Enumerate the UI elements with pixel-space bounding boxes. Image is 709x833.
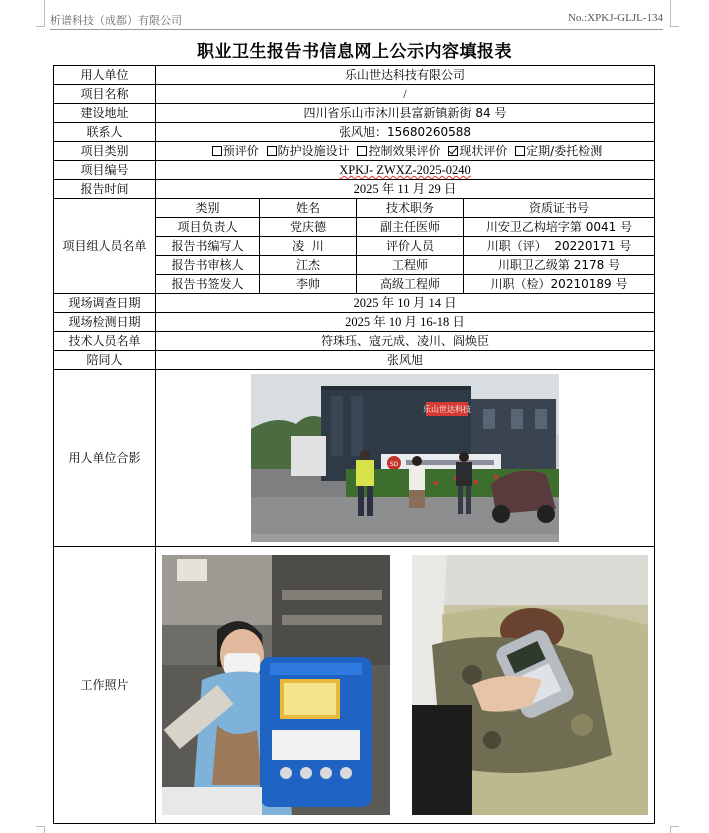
category-option-design[interactable]: 防护设施设计: [263, 144, 350, 158]
work-photo-1: [162, 555, 390, 815]
team-cell: 党庆德: [260, 218, 357, 237]
team-cell: 川职卫乙级第 2178 号: [464, 256, 655, 275]
row-survey-date: [54, 294, 655, 313]
team-cell: 凌 川: [260, 237, 357, 256]
page-corner-mark: [36, 0, 45, 27]
page-corner-mark: [36, 826, 45, 833]
checkbox-icon[interactable]: [515, 146, 525, 156]
team-header-row: [54, 199, 655, 218]
category-option-control[interactable]: 控制效果评价: [353, 144, 440, 158]
team-cell: 报告书审核人: [156, 256, 260, 275]
page-corner-mark: [670, 0, 679, 27]
row-test-date: [54, 313, 655, 332]
project-name-value: /: [156, 85, 655, 104]
unit-value: 乐山世达科技有限公司: [156, 66, 655, 85]
work-photos: [156, 555, 654, 815]
team-label: 项目组人员名单: [54, 199, 156, 294]
row-unit: [54, 66, 655, 85]
tech-staff-label: 技术人员名单: [54, 332, 156, 351]
checkbox-icon[interactable]: [212, 146, 222, 156]
team-cell: 项目负责人: [156, 218, 260, 237]
checkbox-icon[interactable]: [267, 146, 277, 156]
team-header-cell: 姓名: [260, 199, 357, 218]
team-cell: 报告书签发人: [156, 275, 260, 294]
group-photo-image: [251, 374, 559, 542]
tech-staff-value: 符珠珏、寇元成、凌川、阎焕臣: [156, 332, 655, 351]
test-date-label: 现场检测日期: [54, 313, 156, 332]
team-cell: 川职（检）20210189 号: [464, 275, 655, 294]
row-project-number: [54, 161, 655, 180]
category-option-periodic[interactable]: 定期/委托检测: [511, 144, 602, 158]
project-number-label: 项目编号: [54, 161, 156, 180]
group-photo: [251, 374, 559, 542]
row-work-photos: [54, 547, 655, 824]
escort-label: 陪同人: [54, 351, 156, 370]
row-tech-staff: [54, 332, 655, 351]
header-rule: [50, 29, 663, 30]
team-cell: 副主任医师: [357, 218, 464, 237]
page-title: 职业卫生报告书信息网上公示内容填报表: [197, 42, 512, 62]
project-name-label: 项目名称: [54, 85, 156, 104]
category-option-pre-eval[interactable]: 预评价: [208, 144, 259, 158]
work-photo-2-image: [412, 555, 648, 815]
test-date-value: 2025 年 10 月 16-18 日: [156, 313, 655, 332]
checkbox-icon[interactable]: [357, 146, 367, 156]
row-report-time: [54, 180, 655, 199]
address-value: 四川省乐山市沐川县富新镇新街 84 号: [156, 104, 655, 123]
category-label: 项目类别: [54, 142, 156, 161]
escort-value: 张风旭: [156, 351, 655, 370]
team-cell: 工程师: [357, 256, 464, 275]
contact-label: 联系人: [54, 123, 156, 142]
row-category: [54, 142, 655, 161]
team-cell: 川职（评） 20220171 号: [464, 237, 655, 256]
gate-logo-text: SD: [389, 461, 399, 468]
page-corner-mark: [670, 826, 679, 833]
group-photo-label: 用人单位合影: [54, 370, 156, 547]
building-sign-text: 乐山世达科技: [423, 405, 471, 414]
header-doc-number: No.:XPKJ-GLJL-134: [567, 12, 663, 24]
row-group-photo: [54, 370, 655, 547]
category-options: [156, 142, 655, 161]
row-project-name: [54, 85, 655, 104]
survey-date-label: 现场调查日期: [54, 294, 156, 313]
report-time-value: 2025 年 11 月 29 日: [156, 180, 655, 199]
work-photo-label: 工作照片: [54, 547, 156, 824]
checkbox-checked-icon[interactable]: [448, 146, 458, 156]
team-header-cell: 类别: [156, 199, 260, 218]
team-cell: 报告书编写人: [156, 237, 260, 256]
team-cell: 评价人员: [357, 237, 464, 256]
report-time-label: 报告时间: [54, 180, 156, 199]
team-cell: 李帅: [260, 275, 357, 294]
contact-value: 张风旭：15680260588: [156, 123, 655, 142]
address-label: 建设地址: [54, 104, 156, 123]
row-contact: [54, 123, 655, 142]
category-option-status[interactable]: 现状评价: [444, 144, 507, 158]
team-header-cell: 资质证书号: [464, 199, 655, 218]
header-company: 析谱科技（成都）有限公司: [50, 14, 182, 27]
work-photo-2: [412, 555, 648, 815]
team-cell: 川安卫乙构培字第 0041 号: [464, 218, 655, 237]
survey-date-value: 2025 年 10 月 14 日: [156, 294, 655, 313]
form-table: [53, 65, 655, 824]
team-header-cell: 技术职务: [357, 199, 464, 218]
row-escort: [54, 351, 655, 370]
unit-label: 用人单位: [54, 66, 156, 85]
work-photo-1-image: [162, 555, 390, 815]
team-cell: 江杰: [260, 256, 357, 275]
row-address: [54, 104, 655, 123]
team-cell: 高级工程师: [357, 275, 464, 294]
project-number-value: XPKJ- ZWXZ-2025-0240: [339, 163, 471, 177]
